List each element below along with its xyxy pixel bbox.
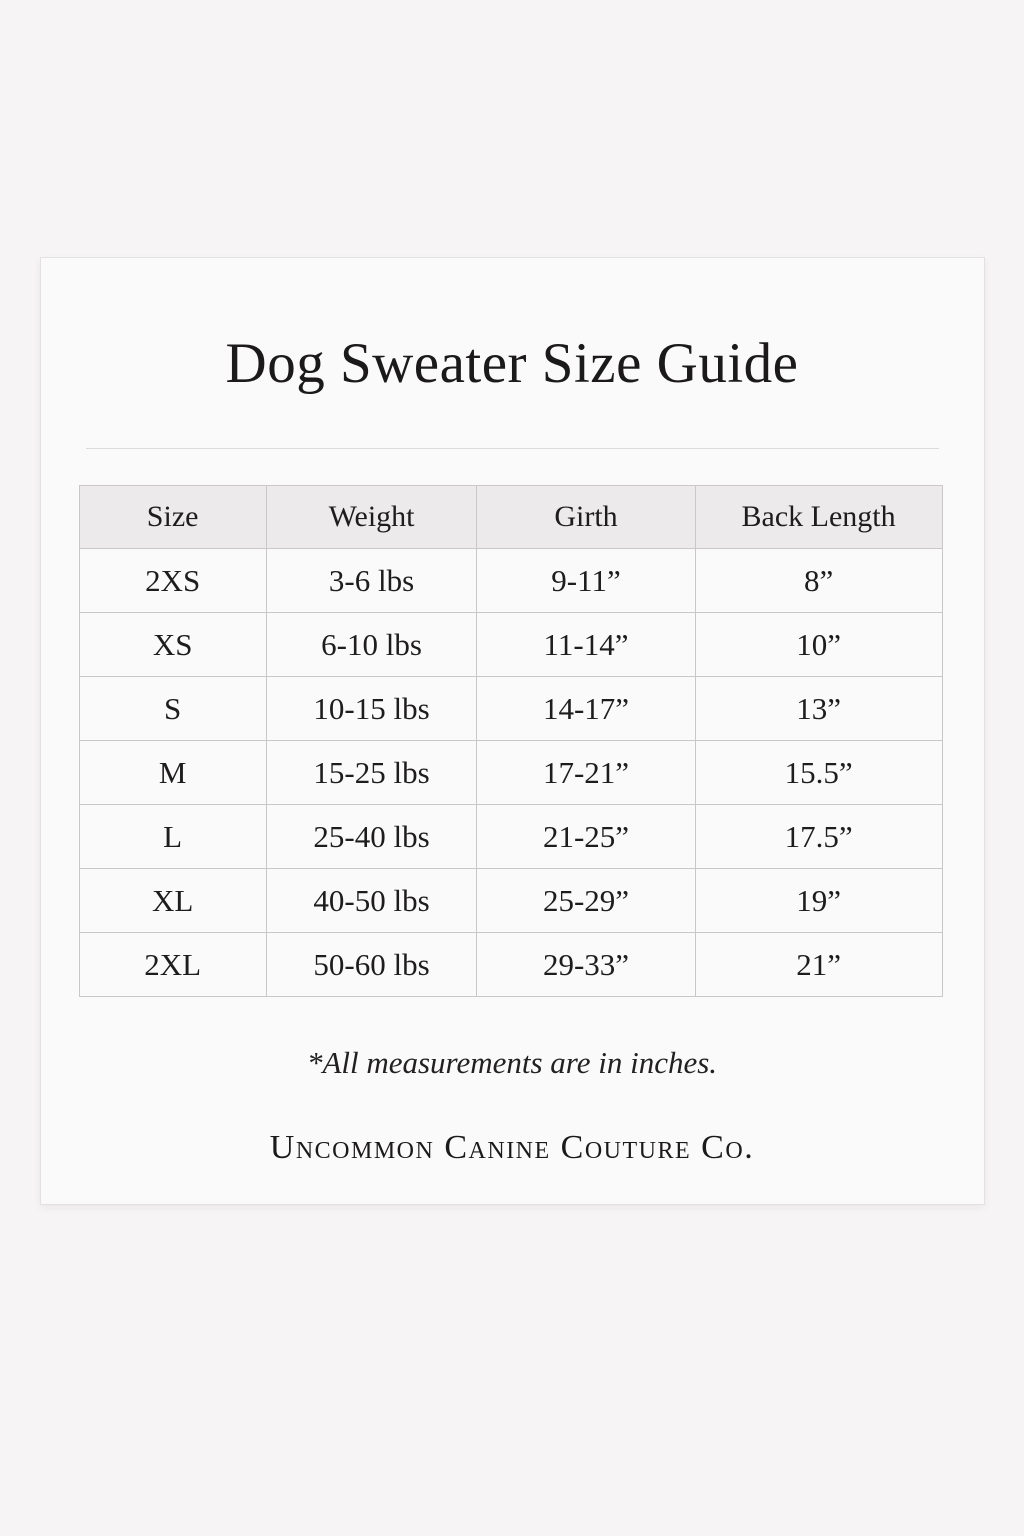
table-row (79, 933, 942, 997)
cell-back-length: 15.5” (695, 741, 942, 805)
cell-size: 2XL (79, 933, 266, 997)
cell-girth: 21-25” (477, 805, 695, 869)
cell-size: M (79, 741, 266, 805)
cell-size: 2XS (79, 549, 266, 613)
cell-back-length: 19” (695, 869, 942, 933)
page-background (0, 257, 1024, 1536)
cell-weight: 3-6 lbs (266, 549, 477, 613)
cell-size: XS (79, 613, 266, 677)
cell-back-length: 17.5” (695, 805, 942, 869)
cell-size: S (79, 677, 266, 741)
column-header-weight: Weight (266, 486, 477, 549)
cell-girth: 14-17” (477, 677, 695, 741)
cell-weight: 6-10 lbs (266, 613, 477, 677)
cell-weight: 10-15 lbs (266, 677, 477, 741)
table-row (79, 677, 942, 741)
cell-size: XL (79, 869, 266, 933)
table-row (79, 869, 942, 933)
cell-size: L (79, 805, 266, 869)
table-row (79, 805, 942, 869)
cell-back-length: 13” (695, 677, 942, 741)
cell-weight: 25-40 lbs (266, 805, 477, 869)
column-header-size: Size (79, 486, 266, 549)
brand-name: Uncommon Canine Couture Co. (269, 1129, 755, 1166)
cell-girth: 25-29” (477, 869, 695, 933)
cell-back-length: 21” (695, 933, 942, 997)
cell-weight: 40-50 lbs (266, 869, 477, 933)
table-row (79, 549, 942, 613)
cell-back-length: 10” (695, 613, 942, 677)
title-divider (86, 448, 939, 449)
table-row (79, 741, 942, 805)
measurements-note: *All measurements are in inches. (306, 1045, 718, 1080)
page-title: Dog Sweater Size Guide (225, 332, 799, 395)
cell-weight: 50-60 lbs (266, 933, 477, 997)
size-table (79, 485, 943, 997)
cell-girth: 17-21” (477, 741, 695, 805)
column-header-girth: Girth (477, 486, 695, 549)
table-header-row (79, 486, 942, 549)
cell-girth: 11-14” (477, 613, 695, 677)
cell-girth: 29-33” (477, 933, 695, 997)
cell-back-length: 8” (695, 549, 942, 613)
column-header-back-length: Back Length (695, 486, 942, 549)
cell-weight: 15-25 lbs (266, 741, 477, 805)
size-guide-card (40, 257, 985, 1205)
table-row (79, 613, 942, 677)
cell-girth: 9-11” (477, 549, 695, 613)
